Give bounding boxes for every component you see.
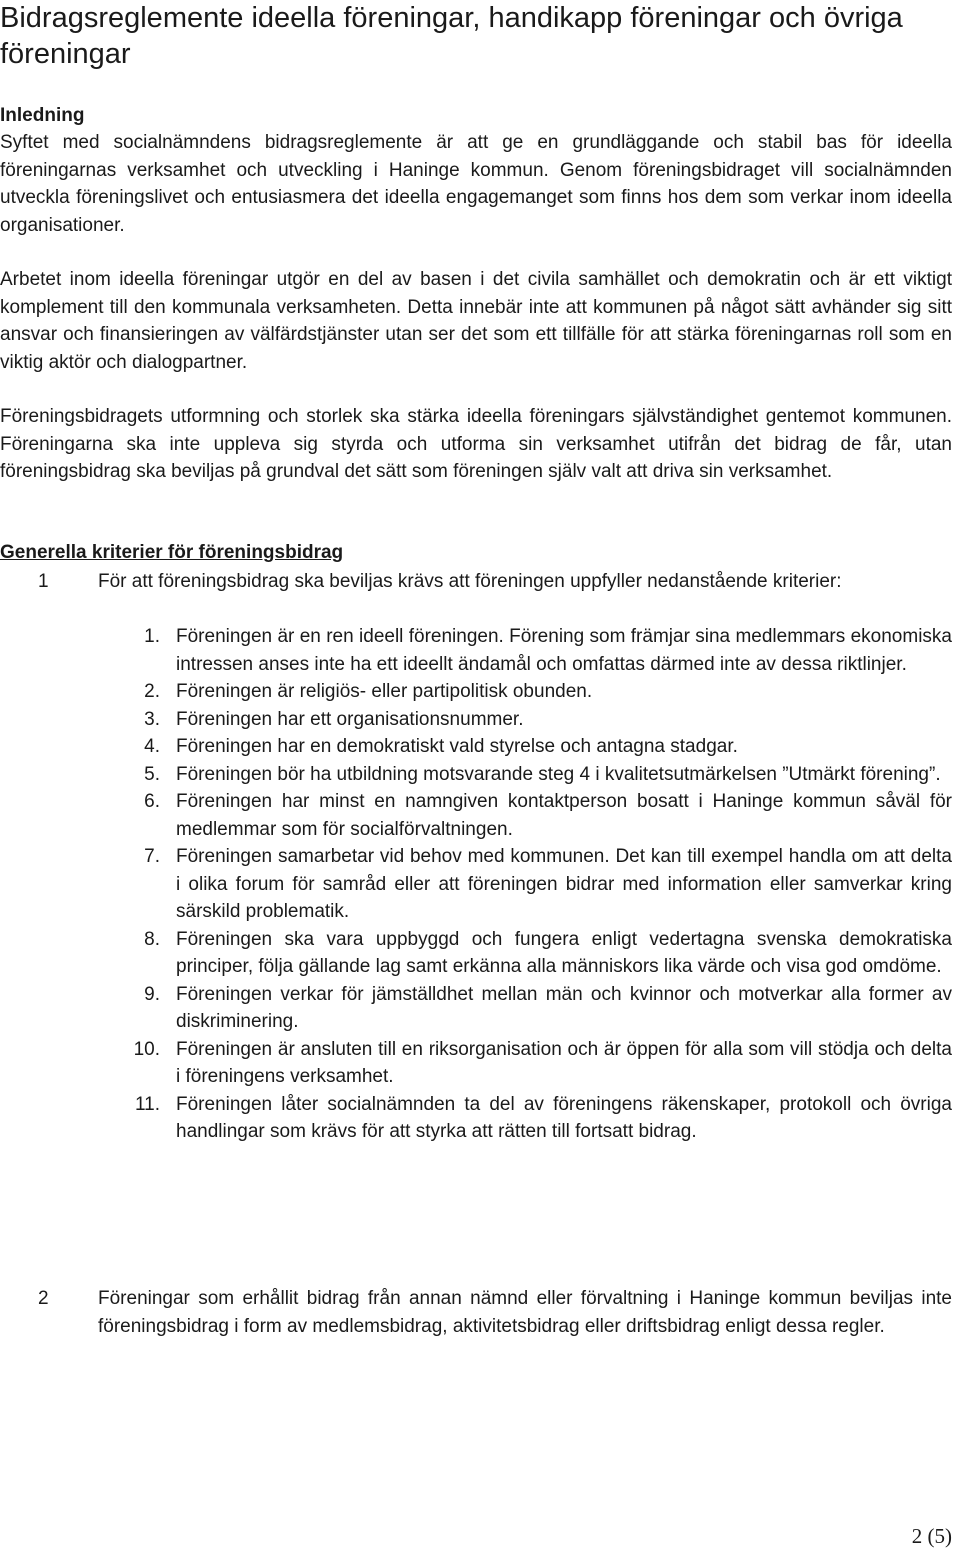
list-item (0, 623, 952, 678)
list-item-number: 5. (144, 763, 160, 785)
list-item-text: Föreningen ska vara uppbyggd och fungera enligt vedertagna svenska demokratiska principer, följa gällande lag samt erkänna alla människors lika värde och visa god omdöme. (176, 928, 952, 977)
intro-paragraph-2: Arbetet inom ideella föreningar utgör en del av basen i det civila samhället och demokratin och är ett viktigt komplement till den kommunala verksamheten. Detta innebär inte att kommunen på något sätt avhänder sig sitt ansvar och finansieringen av välfärdstjänster utan ser det som ett tillfälle för att stärka föreningarnas roll som en viktig aktör och dialogpartner. (0, 269, 952, 373)
list-item-text: Föreningen samarbetar vid behov med kommunen. Det kan till exempel handla om att delta i olika forum för samråd eller att föreningen bidrar med information eller samverkar kring särskild problematik. (176, 846, 952, 922)
list-item (0, 706, 952, 734)
list-item-number: 11. (134, 1093, 160, 1115)
list-item (0, 1091, 952, 1146)
list-item-text: Föreningen är ansluten till en riksorganisation och är öppen för alla som vill stödja och delta i föreningens verksamhet. (176, 1038, 952, 1087)
list-item-number: 10. (133, 1038, 160, 1060)
criterion-1 (0, 568, 952, 596)
list-item (0, 678, 952, 706)
list-item-number: 7. (144, 846, 160, 867)
list-item-text: Föreningen låter socialnämnden ta del av föreningens räkenskaper, protokoll och övriga handlingar som krävs för att styrka att rätten till fortsatt bidrag. (176, 1093, 952, 1142)
list-item-text: Föreningen är religiös- eller partipolitisk obunden. (176, 681, 593, 702)
criterion-number: 2 (38, 1288, 49, 1309)
list-item (0, 981, 952, 1036)
list-item-number: 1. (144, 626, 160, 647)
list-item (0, 843, 952, 926)
list-item (0, 761, 952, 789)
list-item-number: 9. (144, 983, 160, 1005)
criterion-number: 1 (38, 571, 49, 592)
criterion-text: Föreningar som erhållit bidrag från annan nämnd eller förvaltning i Haninge kommun beviljas inte föreningsbidrag i form av medlemsbidrag, aktivitetsbidrag eller driftsbidrag enligt dessa regler. (98, 1288, 952, 1337)
list-item-number: 8. (144, 928, 160, 950)
intro-paragraph-3: Föreningsbidragets utformning och storlek ska stärka ideella föreningars självständighet gentemot kommunen. Föreningarna ska inte uppleva sig styrda och utforma sin verksamhet utifrån det bidrag de får, utan föreningsbidrag ska beviljas på grundval det sätt som föreningen själv valt att driva sin verksamhet. (0, 406, 952, 482)
list-item-text: Föreningen har ett organisationsnummer. (176, 708, 524, 730)
list-item-number: 4. (144, 736, 160, 757)
list-item (0, 733, 952, 761)
page-number: 2 (5) (911, 1524, 952, 1548)
criteria-heading: Generella kriterier för föreningsbidrag (0, 542, 344, 563)
list-item-text: Föreningen har en demokratiskt vald styrelse och antagna stadgar. (176, 736, 738, 757)
intro-heading: Inledning (0, 105, 85, 126)
list-item-number: 2. (144, 681, 160, 702)
list-item-number: 6. (144, 791, 160, 812)
list-item-text: Föreningen bör ha utbildning motsvarande steg 4 i kvalitetsutmärkelsen ”Utmärkt förening”. (176, 763, 941, 785)
sub-criteria-list (0, 623, 952, 1146)
list-item-number: 3. (144, 708, 160, 730)
list-item-text: Föreningen verkar för jämställdhet mellan män och kvinnor och motverkar alla former av diskriminering. (176, 983, 952, 1032)
criterion-text: För att föreningsbidrag ska beviljas krävs att föreningen uppfyller nedanstående kriterier: (98, 571, 842, 592)
list-item (0, 788, 952, 843)
document-title: Bidragsreglemente ideella föreningar, handikapp föreningar och övriga föreningar (0, 2, 903, 70)
list-item (0, 926, 952, 981)
criterion-2 (0, 1285, 952, 1340)
list-item (0, 1036, 952, 1091)
list-item-text: Föreningen är en ren ideell föreningen. Förening som främjar sina medlemmars ekonomiska intressen anses inte ha ett ideellt ändamål och omfattas därmed inte av dessa riktlinjer. (176, 626, 952, 675)
intro-paragraph-1: Syftet med socialnämndens bidragsreglemente är att ge en grundläggande och stabil bas för ideella föreningarnas verksamhet och utveckling i Haninge kommun. Genom föreningsbidraget vill socialnämnden utveckla föreningslivet och entusiasmera det ideella engagemanget som finns hos dem som verkar inom ideella organisationer. (0, 132, 952, 236)
list-item-text: Föreningen har minst en namngiven kontaktperson bosatt i Haninge kommun såväl för medlemmar som för socialförvaltningen. (176, 791, 952, 840)
